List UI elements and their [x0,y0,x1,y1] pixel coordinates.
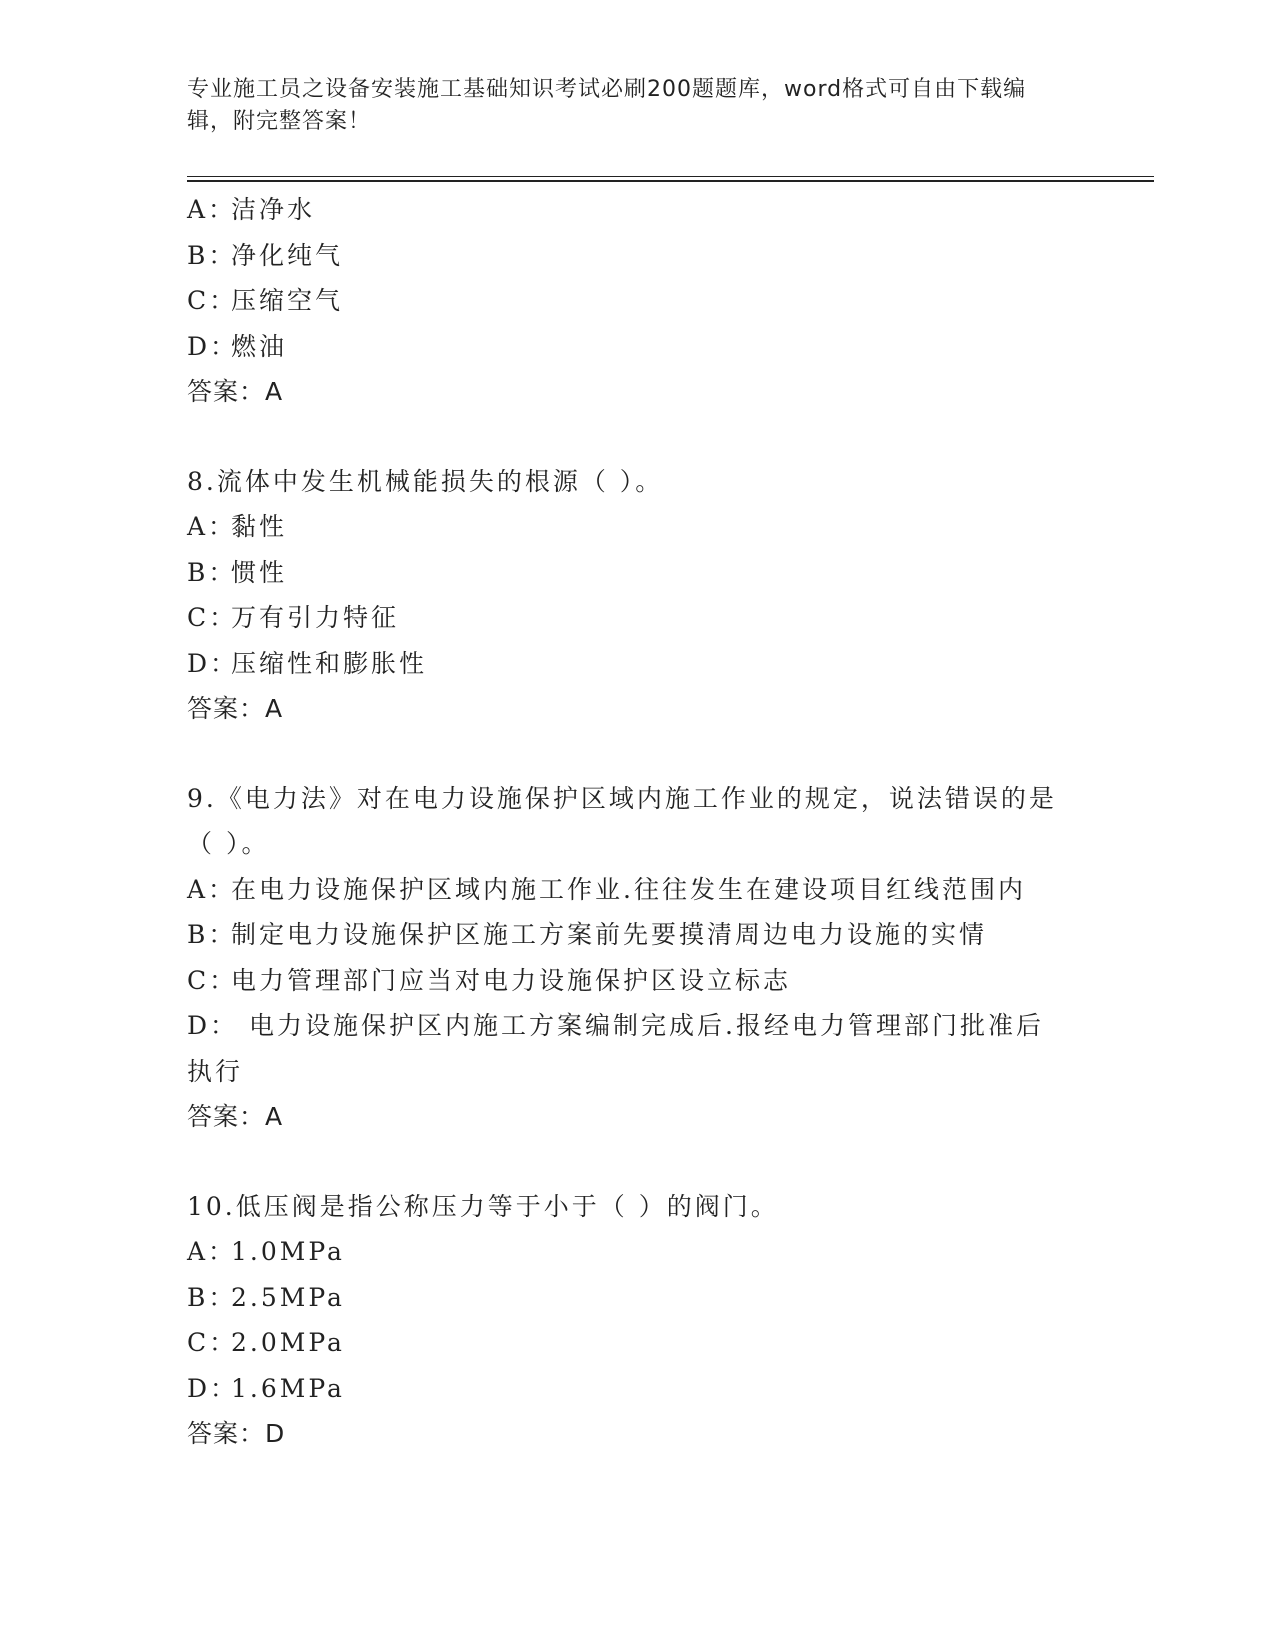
header-divider [187,176,1154,182]
option-a: A：洁净水 [187,195,316,224]
question-list [187,187,1067,1457]
spacer [187,415,1067,459]
answer-line: 答案：D [187,1419,286,1448]
question-stem: 10.低压阀是指公称压力等于小于（ ）的阀门。 [187,1191,779,1221]
option-c: C：电力管理部门应当对电力设施保护区设立标志 [187,965,792,995]
question-block-9 [187,776,1067,1140]
option-a: A：黏性 [187,512,288,541]
option-c: C：2.0MPa [187,1328,345,1357]
option-b: B：净化纯气 [187,240,344,270]
option-d: D：压缩性和膨胀性 [187,648,428,678]
option-c: C：万有引力特征 [187,603,400,632]
option-a: A：在电力设施保护区域内施工作业.往往发生在建设项目红线范围内 [187,874,1026,904]
question-stem: 8.流体中发生机械能损失的根源（ ）。 [187,466,664,496]
option-b: B：2.5MPa [187,1282,345,1312]
spacer [187,1140,1067,1184]
option-d: D：燃油 [187,331,288,361]
option-a: A：1.0MPa [187,1237,345,1266]
option-c: C：压缩空气 [187,286,344,315]
question-block-8 [187,459,1067,732]
document-header: 专业施工员之设备安装施工基础知识考试必刷200题题库，word格式可自由下载编辑，附完整答案！ [187,77,1027,134]
option-b: B：惯性 [187,557,288,587]
answer-line: 答案：A [187,377,284,406]
question-stem: 9.《电力法》对在电力设施保护区域内施工作业的规定，说法错误的是（ ）。 [187,783,1057,858]
option-d: D： 电力设施保护区内施工方案编制完成后.报经电力管理部门批准后执行 [187,1011,1044,1086]
answer-line: 答案：A [187,1102,284,1131]
option-b: B：制定电力设施保护区施工方案前先要摸清周边电力设施的实情 [187,920,988,949]
question-block-7 [187,187,1067,415]
spacer [187,732,1067,776]
question-block-10 [187,1184,1067,1457]
answer-line: 答案：A [187,694,284,723]
option-d: D：1.6MPa [187,1373,345,1403]
